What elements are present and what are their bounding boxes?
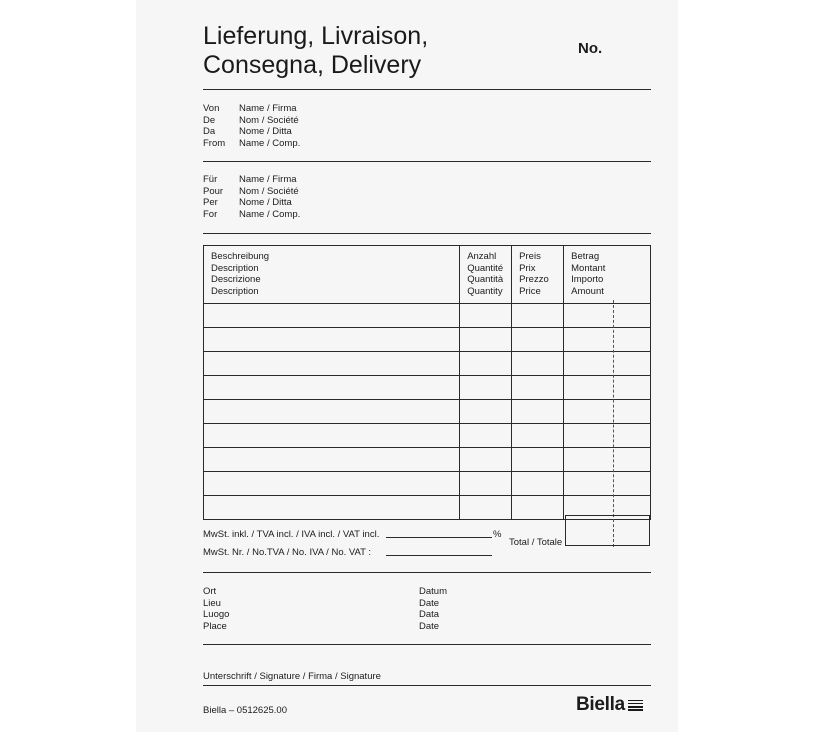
amount-decimal-separator (613, 300, 614, 547)
from-label: Von (203, 103, 220, 114)
article-number: Biella – 0512625.00 (203, 705, 287, 716)
col-header-description: Beschreibung Description Descrizione Description (204, 246, 460, 304)
to-value: Name / Comp. (239, 209, 301, 221)
from-value: Name / Comp. (239, 138, 301, 150)
quantity-cell[interactable] (460, 375, 512, 399)
table-row (204, 423, 651, 447)
price-cell[interactable] (512, 351, 564, 375)
price-cell[interactable] (512, 399, 564, 423)
from-value: Nom / Société (239, 114, 299, 126)
vat-incl-label: MwSt. inkl. / TVA incl. / IVA incl. / VAT incl. (203, 529, 380, 540)
from-label: Da (203, 126, 216, 138)
title-line-2: Consegna, Delivery (203, 51, 422, 79)
quantity-cell[interactable] (460, 471, 512, 495)
description-cell[interactable] (204, 303, 460, 327)
form-title (203, 22, 428, 80)
amount-cell[interactable] (564, 423, 651, 447)
to-labels (203, 174, 223, 221)
price-cell[interactable] (512, 447, 564, 471)
amount-cell[interactable] (564, 303, 651, 327)
amount-cell[interactable] (564, 375, 651, 399)
price-cell[interactable] (512, 327, 564, 351)
from-labels (203, 103, 225, 150)
signature-line (203, 685, 651, 686)
amount-cell[interactable] (564, 399, 651, 423)
to-value: Nome / Ditta (239, 197, 292, 209)
description-cell[interactable] (204, 399, 460, 423)
items-table (203, 245, 651, 520)
divider (203, 89, 651, 90)
total-label: Total / Totale (509, 537, 563, 548)
description-cell[interactable] (204, 327, 460, 351)
divider (203, 644, 651, 645)
from-value: Name / Firma (239, 103, 297, 114)
vat-number-field[interactable] (386, 555, 492, 556)
quantity-cell[interactable] (460, 351, 512, 375)
to-label: Per (203, 197, 218, 209)
description-cell[interactable] (204, 447, 460, 471)
quantity-cell[interactable] (460, 447, 512, 471)
amount-cell[interactable] (564, 471, 651, 495)
place-label: Ort (203, 586, 217, 597)
table-row (204, 303, 651, 327)
to-value: Nom / Société (239, 185, 299, 197)
description-cell[interactable] (204, 423, 460, 447)
to-label: Pour (203, 185, 224, 197)
place-label: Lieu (203, 597, 221, 609)
date-label: Date (419, 621, 440, 633)
quantity-cell[interactable] (460, 399, 512, 423)
price-cell[interactable] (512, 471, 564, 495)
description-cell[interactable] (204, 495, 460, 519)
total-box[interactable] (565, 515, 650, 546)
price-cell[interactable] (512, 495, 564, 519)
brand-name: Biella (576, 694, 625, 715)
col-header-quantity: Anzahl Quantité Quantità Quantity (460, 246, 512, 304)
from-values (239, 103, 300, 150)
quantity-cell[interactable] (460, 423, 512, 447)
signature-label: Unterschrift / Signature / Firma / Signature (203, 671, 381, 682)
col-header-price: Preis Prix Prezzo Price (512, 246, 564, 304)
title-line-1: Lieferung, Livraison, (203, 22, 429, 50)
table-row (204, 375, 651, 399)
table-row (204, 471, 651, 495)
divider (203, 572, 651, 573)
place-label: Place (203, 621, 227, 633)
divider (203, 233, 651, 234)
amount-cell[interactable] (564, 327, 651, 351)
from-label: From (203, 138, 226, 150)
table-header-row (204, 246, 651, 304)
to-label: Für (203, 174, 218, 185)
vat-number-label: MwSt. Nr. / No.TVA / No. IVA / No. VAT : (203, 547, 372, 558)
table-row (204, 447, 651, 471)
description-cell[interactable] (204, 351, 460, 375)
divider (203, 161, 651, 162)
place-labels (203, 586, 229, 633)
to-values (239, 174, 300, 221)
from-value: Nome / Ditta (239, 126, 292, 138)
brand-logo (576, 694, 643, 716)
brand-bars-icon (628, 700, 643, 713)
col-header-amount: Betrag Montant Importo Amount (564, 246, 651, 304)
date-label: Date (419, 597, 440, 609)
vat-percent-sign: % (493, 529, 502, 540)
number-label: No. (578, 40, 603, 57)
date-labels (419, 586, 447, 633)
vat-incl-field[interactable] (386, 537, 492, 538)
to-label: For (203, 209, 218, 221)
to-value: Name / Firma (239, 174, 297, 185)
price-cell[interactable] (512, 303, 564, 327)
table-row (204, 399, 651, 423)
table-row (204, 351, 651, 375)
description-cell[interactable] (204, 471, 460, 495)
quantity-cell[interactable] (460, 303, 512, 327)
amount-cell[interactable] (564, 351, 651, 375)
place-label: Luogo (203, 609, 230, 621)
quantity-cell[interactable] (460, 495, 512, 519)
amount-cell[interactable] (564, 447, 651, 471)
date-label: Datum (419, 586, 447, 597)
price-cell[interactable] (512, 375, 564, 399)
description-cell[interactable] (204, 375, 460, 399)
table-row (204, 327, 651, 351)
from-label: De (203, 114, 216, 126)
price-cell[interactable] (512, 423, 564, 447)
quantity-cell[interactable] (460, 327, 512, 351)
date-label: Data (419, 609, 440, 621)
